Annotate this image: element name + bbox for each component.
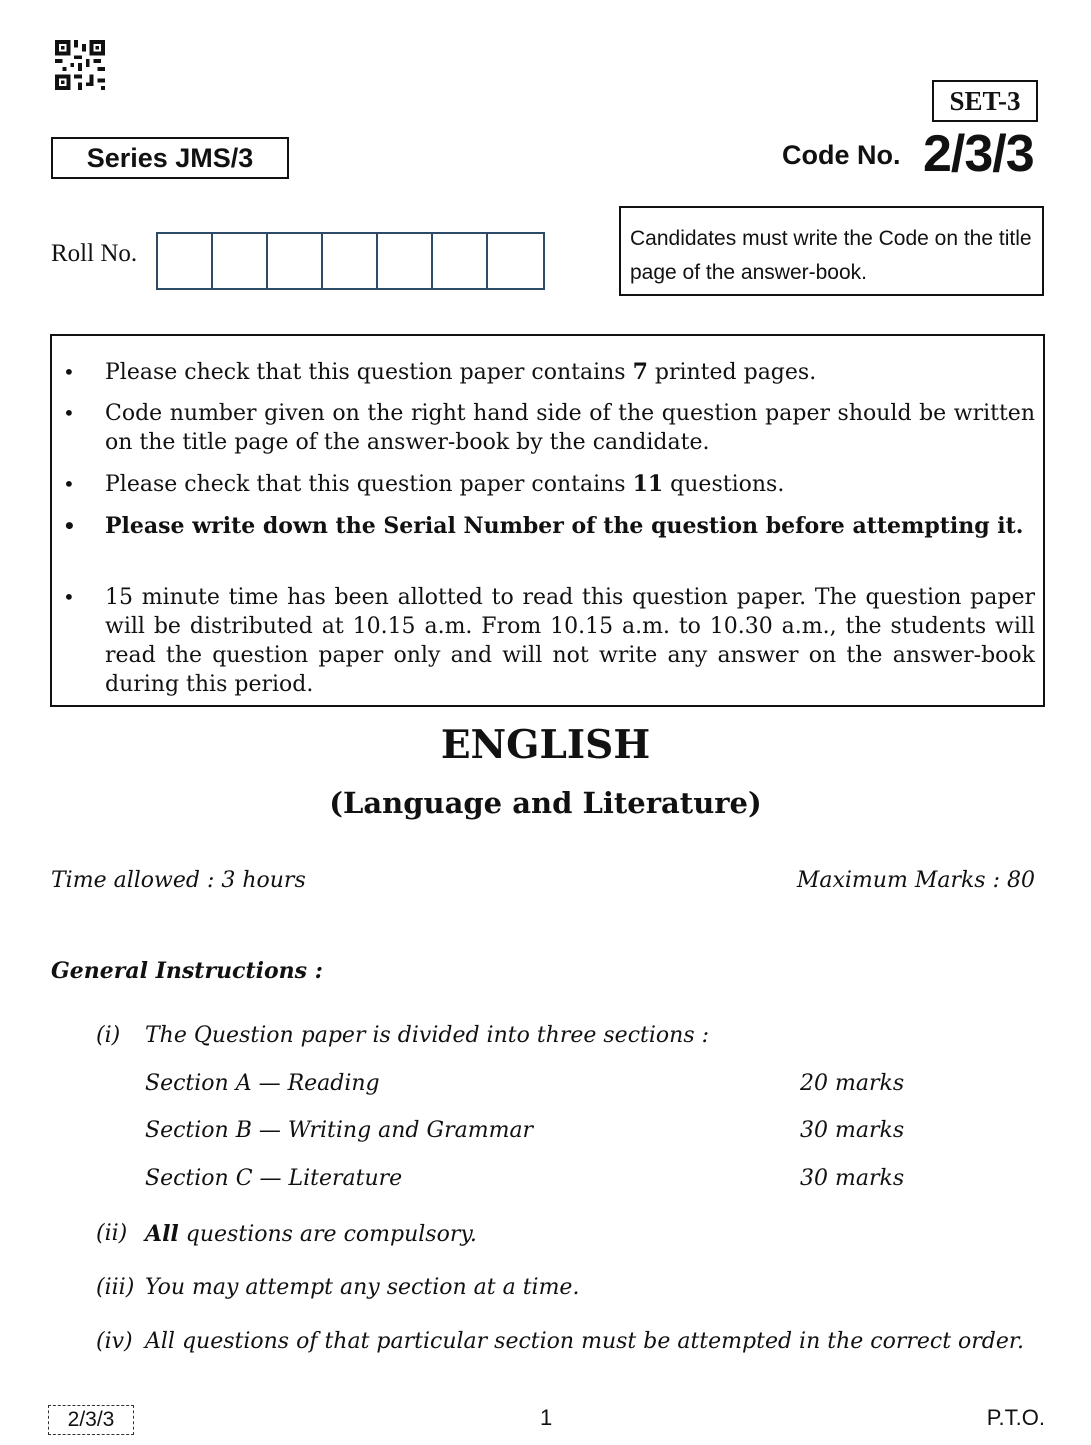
- instruction-bold: All: [145, 1221, 179, 1247]
- instruction-text: questions are compulsory.: [178, 1222, 477, 1247]
- info-bold: 11: [632, 471, 664, 497]
- page-subtitle: (Language and Literature): [329, 786, 762, 820]
- roll-no-cell: [323, 234, 378, 288]
- roll-no-cell: [268, 234, 323, 288]
- info-text: Please check that this question paper contains: [105, 472, 633, 497]
- section-name: Section C — Literature: [145, 1166, 403, 1191]
- code-value: 2/3/3: [923, 125, 1034, 183]
- info-item: [63, 358, 1035, 387]
- candidate-note: Candidates must write the Code on the title page of the answer-book.: [619, 206, 1044, 296]
- page-number: 1: [540, 1405, 553, 1430]
- bullet-icon: •: [63, 585, 75, 609]
- bullet-icon: •: [63, 360, 75, 384]
- instruction-number: (iv): [96, 1329, 133, 1354]
- pto-label: P.T.O.: [986, 1405, 1045, 1430]
- roll-no-cell: [433, 234, 488, 288]
- general-instructions-heading: General Instructions :: [51, 958, 323, 984]
- info-text: questions.: [663, 472, 785, 497]
- instruction-number: (iii): [96, 1275, 135, 1300]
- maximum-marks: Maximum Marks : 80: [796, 868, 1035, 893]
- roll-no-cell: [378, 234, 433, 288]
- instruction-number: (ii): [96, 1221, 128, 1246]
- roll-no-cell: [488, 234, 543, 288]
- info-text: printed pages.: [647, 360, 817, 385]
- section-marks: 20 marks: [800, 1071, 905, 1096]
- time-allowed: Time allowed : 3 hours: [51, 868, 306, 893]
- instruction-number: (i): [96, 1023, 121, 1048]
- info-text: Please write down the Serial Number of the question before attempting it.: [105, 513, 1024, 539]
- bullet-icon: •: [63, 401, 75, 425]
- series-label: Series JMS/3: [51, 137, 289, 179]
- section-marks: 30 marks: [800, 1166, 905, 1191]
- qr-code-icon: [54, 40, 106, 90]
- instruction-text: All questions of that particular section must be attempted in the correct order.: [145, 1329, 1024, 1354]
- info-item: [63, 470, 1035, 499]
- info-item: [63, 583, 1035, 699]
- roll-no-cell: [158, 234, 213, 288]
- bullet-icon: •: [63, 472, 75, 496]
- info-text: Code number given on the right hand side of the question paper should be written on the title page of the answer-book by the candidate.: [105, 401, 1035, 455]
- info-item: [63, 399, 1035, 457]
- page-title: ENGLISH: [440, 722, 651, 768]
- section-marks: 30 marks: [800, 1118, 905, 1143]
- info-text: 15 minute time has been allotted to read this question paper. The question paper will be distributed at 10.15 a.m. From 10.15 a.m. to 10.30 a.m., the students will read the question paper only and will not write any answer on the answer-book during this period.: [105, 585, 1035, 697]
- bullet-icon: •: [63, 514, 76, 538]
- roll-no-boxes: [156, 232, 545, 290]
- code-label: Code No.: [782, 140, 901, 170]
- info-box: [50, 334, 1045, 707]
- footer-code: 2/3/3: [48, 1405, 134, 1435]
- set-label: SET-3: [932, 80, 1038, 122]
- section-name: Section A — Reading: [145, 1071, 380, 1096]
- info-bold: 7: [632, 359, 648, 385]
- roll-no-label: Roll No.: [51, 240, 138, 267]
- instruction-text: You may attempt any section at a time.: [145, 1275, 580, 1300]
- section-name: Section B — Writing and Grammar: [145, 1118, 534, 1143]
- instruction-text: The Question paper is divided into three sections :: [145, 1023, 710, 1048]
- info-item: [63, 512, 1035, 541]
- info-text: Please check that this question paper contains: [105, 360, 633, 385]
- roll-no-cell: [213, 234, 268, 288]
